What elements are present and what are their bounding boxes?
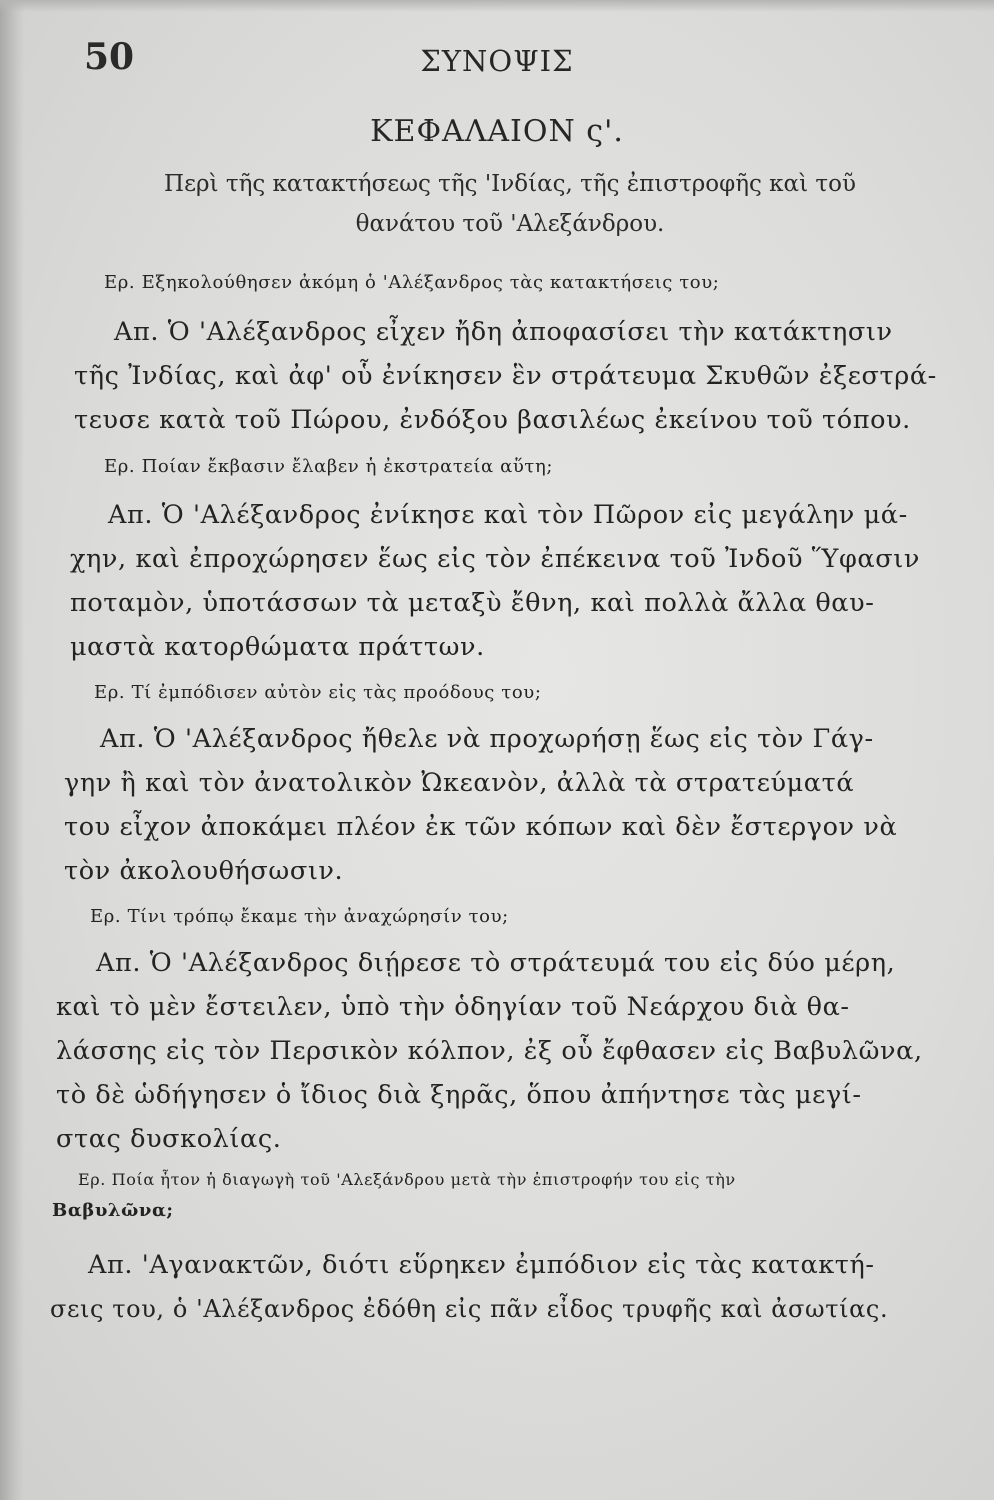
answer-line: Απ. Ὁ 'Αλέξανδρος ἤθελε νὰ προχωρήσῃ ἕως εἰς τὸν Γάγ-	[100, 724, 874, 754]
answer-line: Απ. 'Αγανακτῶν, διότι εὕρηκεν ἐμπόδιον εἰς τὰς κατακτή-	[88, 1250, 875, 1280]
question-line: Ερ. Τίνι τρόπῳ ἔκαμε τὴν ἀναχώρησίν του;	[90, 906, 509, 927]
page-binding-shadow	[0, 0, 24, 1500]
answer-line: τὸ δὲ ὡδήγησεν ὁ ἴδιος διὰ ξηρᾶς, ὅπου ἀπήντησε τὰς μεγί-	[56, 1080, 862, 1110]
answer-line: Απ. Ὁ 'Αλέξανδρος εἶχεν ἤδη ἀποφασίσει τὴν κατάκτησιν	[114, 317, 893, 347]
answer-line: τὸν ἀκολουθήσωσιν.	[64, 856, 344, 886]
answer-line: τευσε κατὰ τοῦ Πώρου, ἐνδόξου βασιλέως ἐκείνου τοῦ τόπου.	[74, 405, 911, 435]
answer-line: λάσσης εἰς τὸν Περσικὸν κόλπον, ἐξ οὗ ἔφθασεν εἰς Βαβυλῶνα,	[56, 1036, 923, 1066]
answer-line: Απ. Ὁ 'Αλέξανδρος ἐνίκησε καὶ τὸν Πῶρον εἰς μεγάλην μά-	[108, 500, 908, 530]
chapter-title: ΚΕΦΑΛΑΙΟΝ ς'.	[370, 114, 624, 149]
page-number: 50	[84, 36, 135, 78]
question-line: Ερ. Ποίαν ἔκβασιν ἔλαβεν ἡ ἐκστρατεία αὕτη;	[104, 456, 553, 477]
answer-line: καὶ τὸ μὲν ἔστειλεν, ὑπὸ τὴν ὁδηγίαν τοῦ Νεάρχου διὰ θα-	[56, 992, 850, 1022]
answer-line: τῆς Ἰνδίας, καὶ ἀφ' οὗ ἐνίκησεν ἓν στράτευμα Σκυθῶν ἐξεστρά-	[74, 361, 937, 391]
answer-line: στας δυσκολίας.	[56, 1124, 282, 1154]
page-top-shadow	[0, 0, 994, 12]
answer-line: ποταμὸν, ὑποτάσσων τὰ μεταξὺ ἔθνη, καὶ πολλὰ ἄλλα θαυ-	[70, 588, 875, 618]
answer-line: χην, καὶ ἐπροχώρησεν ἕως εἰς τὸν ἐπέκεινα τοῦ Ἰνδοῦ Ὕφασιν	[70, 544, 920, 574]
question-line: Ερ. Εξηκολούθησεν ἀκόμη ὁ 'Αλέξανδρος τὰς κατακτήσεις του;	[104, 272, 720, 293]
answer-line: του εἶχον ἀποκάμει πλέον ἐκ τῶν κόπων καὶ δὲν ἔστεργον νὰ	[64, 812, 898, 842]
answer-line: σεις του, ὁ 'Αλέξανδρος ἐδόθη εἰς πᾶν εἶδος τρυφῆς καὶ ἀσωτίας.	[50, 1295, 889, 1323]
answer-line: μαστὰ κατορθώματα πράττων.	[70, 632, 485, 662]
question-line: Βαβυλῶνα;	[52, 1200, 174, 1221]
answer-line: γην ἢ καὶ τὸν ἀνατολικὸν Ὠκεανὸν, ἀλλὰ τὰ στρατεύματά	[64, 768, 855, 798]
answer-line: Απ. Ὁ 'Αλέξανδρος διῄρεσε τὸ στράτευμά του εἰς δύο μέρη,	[96, 948, 896, 978]
question-line: Ερ. Ποία ἦτον ἡ διαγωγὴ τοῦ 'Αλεξάνδρου μετὰ τὴν ἐπιστροφήν του εἰς τὴν	[78, 1170, 736, 1189]
question-line: Ερ. Τί ἐμπόδισεν αὐτὸν εἰς τὰς προόδους του;	[94, 682, 542, 703]
running-head: ΣΥΝΟΨΙΣ	[420, 44, 574, 78]
chapter-subtitle: Περὶ τῆς κατακτήσεως τῆς 'Ινδίας, τῆς ἐπιστροφῆς καὶ τοῦ θανάτου τοῦ 'Αλεξάνδρου.	[164, 171, 856, 237]
